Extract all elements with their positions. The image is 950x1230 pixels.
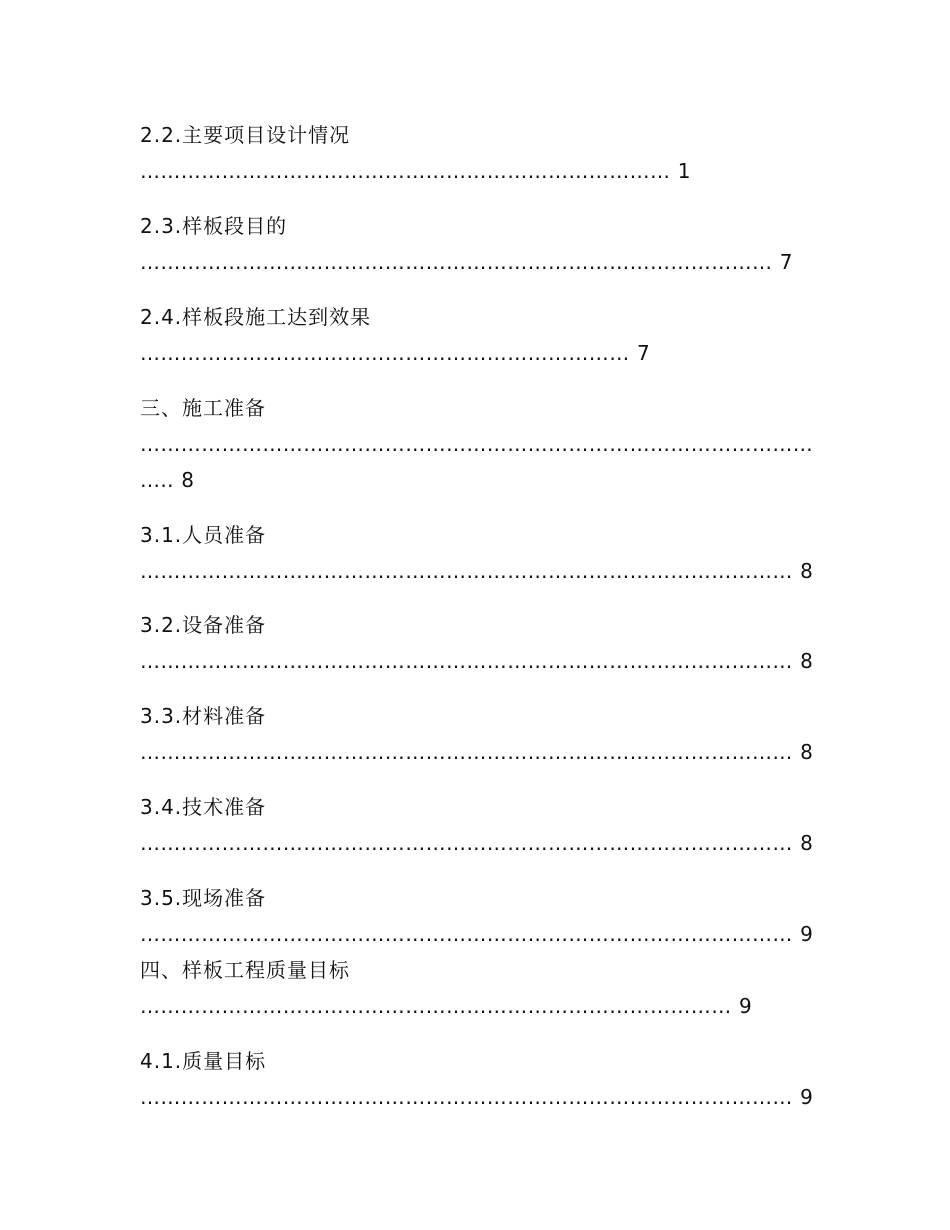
toc-leader-dots: …………………………………………………………………………… [140, 994, 732, 1018]
toc-leader-dots: ……………………………………………………………………………………… [140, 432, 814, 456]
toc-entry-title: 三、施工准备 [140, 396, 266, 420]
toc-entry-leader-line [140, 558, 814, 584]
toc-entry-leader-line [140, 158, 692, 184]
toc-leader-dots: …………………………………………………………………………………… [140, 649, 793, 673]
toc-entry-leader-line [140, 340, 651, 366]
toc-page-number: 8 [800, 740, 814, 764]
toc-page-number: 7 [779, 250, 794, 274]
toc-page-number: 7 [636, 341, 651, 365]
toc-leader-dots: …………………………………………………………………………………… [140, 831, 793, 855]
toc-page-number: 9 [738, 994, 753, 1018]
toc-entry-title: 3.4.技术准备 [140, 795, 267, 819]
toc-page-number: 1 [677, 159, 692, 183]
toc-entry-title: 3.2.设备准备 [140, 613, 267, 637]
toc-entry-leader-line [140, 467, 195, 493]
toc-leader-dots: …………………………………………………………………… [140, 159, 671, 183]
toc-leader-dots: ………………………………………………………………………………… [140, 250, 773, 274]
toc-entry-leader-line [140, 739, 814, 765]
toc-page-number: 8 [800, 831, 814, 855]
toc-page-number: 8 [800, 559, 814, 583]
toc-entry-title: 四、样板工程质量目标 [140, 958, 350, 982]
toc-entry-title: 3.1.人员准备 [140, 523, 267, 547]
toc-entry-leader-line [140, 830, 814, 856]
toc-page-number: 8 [181, 468, 196, 492]
toc-entry-title: 3.3.材料准备 [140, 704, 267, 728]
toc-page-number: 8 [800, 649, 814, 673]
toc-entry-leader-line [140, 431, 813, 457]
toc-entry-title: 4.1.质量目标 [140, 1049, 267, 1073]
toc-entry-title: 2.2.主要项目设计情况 [140, 123, 351, 147]
toc-leader-dots: …………………………………………………………………………………… [140, 922, 793, 946]
toc-entry-leader-line [140, 648, 814, 674]
toc-entry-leader-line [140, 921, 814, 947]
toc-leader-dots: …………………………………………………………………………………… [140, 1085, 793, 1109]
toc-page-number: 9 [800, 922, 814, 946]
toc-entry-leader-line [140, 249, 794, 275]
toc-leader-dots: …………………………………………………………………………………… [140, 559, 793, 583]
toc-entry-title: 2.4.样板段施工达到效果 [140, 305, 372, 329]
toc-entry-leader-line [140, 1084, 814, 1110]
toc-entry-leader-line [140, 993, 753, 1019]
toc-leader-dots: ….. [140, 468, 174, 492]
toc-leader-dots: ……………………………………………………………… [140, 341, 630, 365]
toc-entry-title: 3.5.现场准备 [140, 886, 267, 910]
toc-page-number: 9 [800, 1085, 814, 1109]
toc-entry-title: 2.3.样板段目的 [140, 214, 288, 238]
toc-leader-dots: …………………………………………………………………………………… [140, 740, 793, 764]
